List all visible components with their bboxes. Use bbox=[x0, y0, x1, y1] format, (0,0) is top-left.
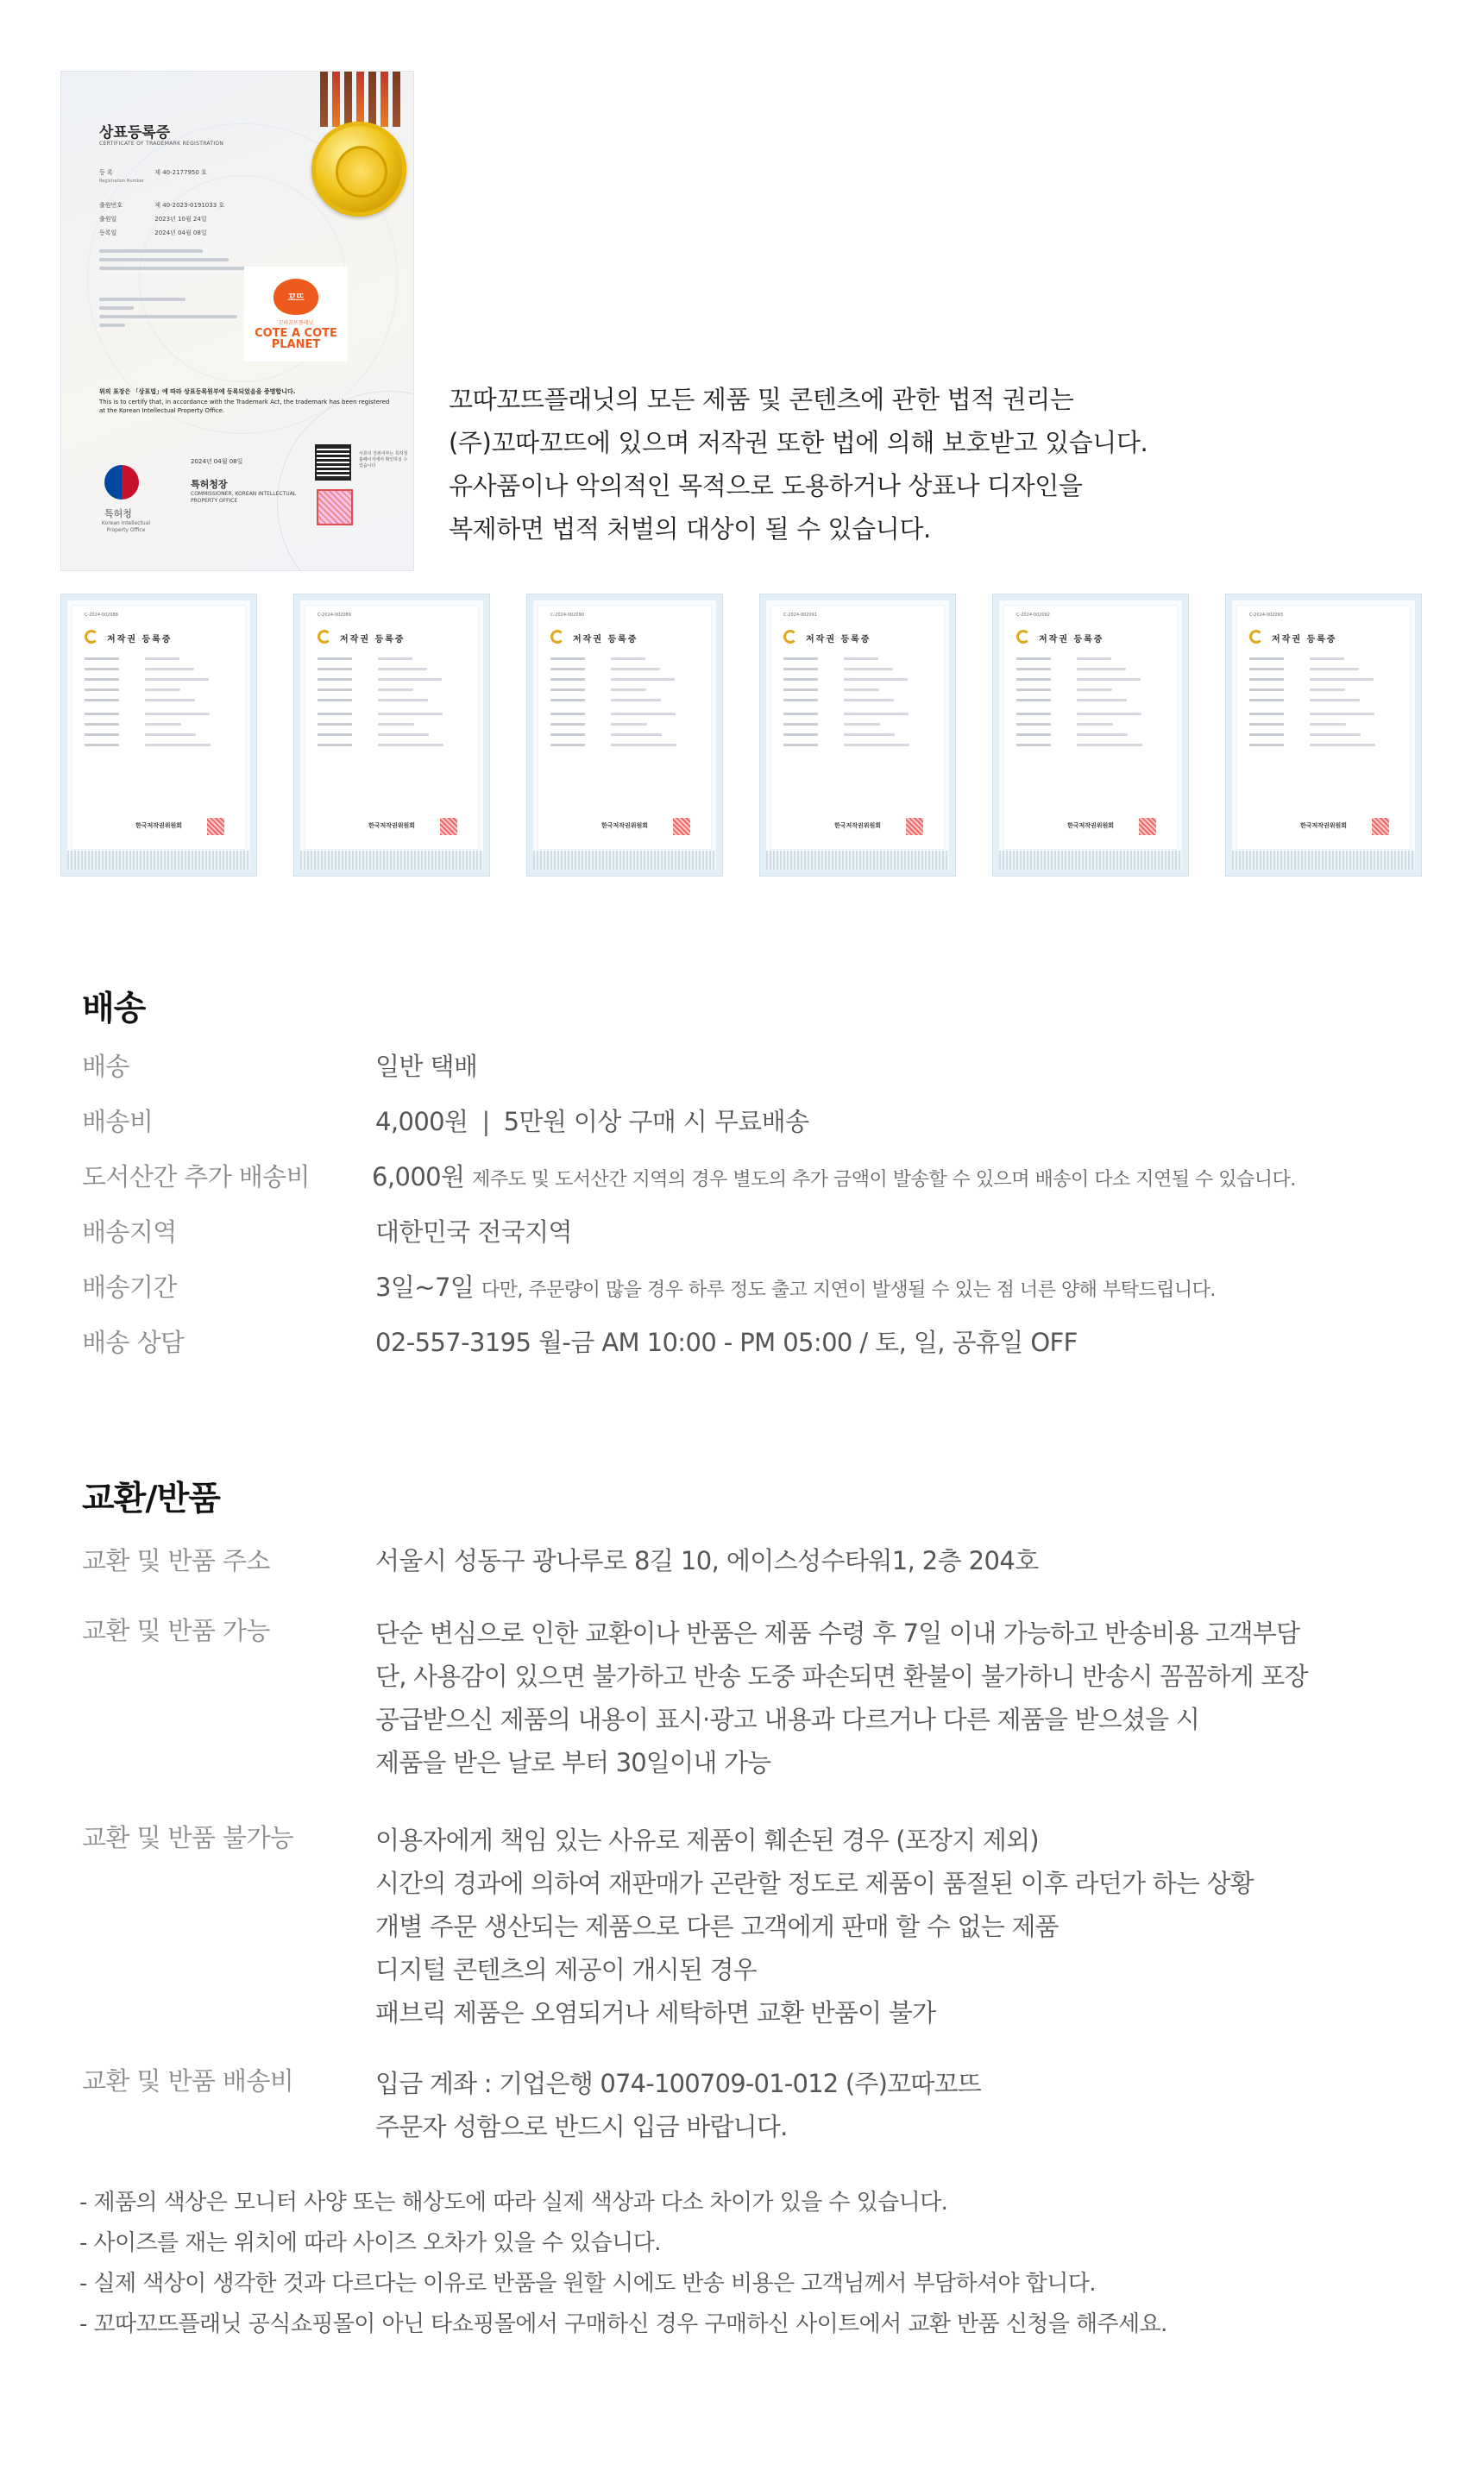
trademark-filed-row bbox=[99, 201, 224, 210]
exchange-possible-item: 단순 변심으로 인한 교환이나 반품은 제품 수령 후 7일 이내 가능하고 반송비용 고객부담 bbox=[375, 1619, 1300, 1648]
trademark-reg-date-row bbox=[99, 229, 207, 237]
blurred-text bbox=[378, 723, 414, 726]
blurred-text bbox=[99, 315, 237, 318]
copyright-logo-icon bbox=[783, 630, 797, 644]
official-stamp-icon bbox=[1139, 818, 1156, 835]
copyright-logo-icon bbox=[318, 630, 331, 644]
exchange-impossible-item: 패브릭 제품은 오염되거나 세탁하면 교환 반품이 불가 bbox=[375, 1998, 936, 2027]
blurred-text bbox=[1249, 723, 1284, 726]
blurred-text bbox=[844, 668, 893, 670]
copyright-certificate-title: 저작권 등록증 bbox=[1039, 635, 1104, 644]
copyright-certificate-number: C-2024-002089 bbox=[318, 613, 351, 618]
copyright-certificate-body bbox=[1236, 605, 1411, 850]
copyright-certificate-issuer: 한국저작권위원회 bbox=[1066, 822, 1115, 829]
trademark-filed-no: 제 40-2023-0191033 호 bbox=[154, 202, 225, 209]
ribbon-icon bbox=[344, 72, 352, 127]
blurred-text bbox=[611, 713, 676, 715]
blurred-text bbox=[1077, 744, 1142, 746]
blurred-text bbox=[1249, 678, 1284, 681]
blurred-text bbox=[611, 699, 661, 701]
blurred-text bbox=[550, 699, 585, 701]
blurred-text bbox=[844, 688, 879, 691]
blurred-text bbox=[378, 699, 428, 701]
trademark-title: 상표등록증 bbox=[99, 124, 171, 141]
exchange-fee-item: 주문자 성함으로 반드시 입금 바랍니다. bbox=[375, 2112, 788, 2141]
shipping-contact-value: 02-557-3195 월-금 AM 10:00 - PM 05:00 / 토, 일, 공휴일 OFF bbox=[375, 1328, 1078, 1357]
shipping-fee-amount: 4,000원 bbox=[375, 1107, 468, 1136]
trademark-statement bbox=[99, 387, 393, 415]
blurred-text bbox=[1310, 713, 1374, 715]
kipo-emblem-icon bbox=[104, 465, 139, 500]
shipping-period-value bbox=[375, 1268, 1216, 1304]
blurred-text bbox=[550, 657, 585, 660]
blurred-text bbox=[783, 744, 818, 746]
trademark-issue-date: 2024년 04월 08일 bbox=[191, 458, 243, 465]
copyright-certificate-issuer: 한국저작권위원회 bbox=[1299, 822, 1348, 829]
trademark-reg-date: 2024년 04월 08일 bbox=[154, 229, 207, 236]
blurred-text bbox=[550, 688, 585, 691]
blurred-text bbox=[1016, 657, 1051, 660]
blurred-text bbox=[318, 744, 352, 746]
blurred-text bbox=[1016, 733, 1051, 736]
blurred-text bbox=[1077, 657, 1111, 660]
shipping-section-title: 배송 bbox=[82, 990, 146, 1028]
blurred-text bbox=[1249, 668, 1284, 670]
blurred-text bbox=[99, 324, 125, 327]
blurred-text bbox=[611, 723, 647, 726]
ribbon-icon bbox=[380, 72, 388, 127]
legal-notice-line: 복제하면 법적 처벌의 대상이 될 수 있습니다. bbox=[449, 514, 931, 544]
blurred-text bbox=[145, 657, 179, 660]
blurred-text bbox=[318, 723, 352, 726]
blurred-text bbox=[85, 678, 119, 681]
blurred-text bbox=[318, 733, 352, 736]
copyright-certificate-number: C-2024-002093 bbox=[1249, 613, 1283, 618]
exchange-fee-list bbox=[375, 2062, 981, 2148]
blurred-text bbox=[145, 688, 180, 691]
legal-notice bbox=[449, 378, 1398, 550]
trademark-filed-label: 출원번호 bbox=[99, 202, 123, 209]
copyright-certificate bbox=[759, 594, 956, 877]
blurred-text bbox=[783, 733, 818, 736]
notice-list bbox=[79, 2183, 1167, 2345]
blurred-text bbox=[85, 668, 119, 670]
blurred-text bbox=[1016, 723, 1051, 726]
certificate-border-pattern bbox=[1232, 851, 1415, 870]
blurred-text bbox=[318, 699, 352, 701]
notice-item: - 실제 색상이 생각한 것과 다르다는 이유로 반품을 원할 시에도 반송 비용은 고객님께서 부담하셔야 합니다. bbox=[79, 2271, 1096, 2297]
blurred-text bbox=[1077, 668, 1126, 670]
copyright-certificate bbox=[60, 594, 257, 877]
blurred-text bbox=[611, 744, 676, 746]
copyright-certificate-row bbox=[60, 594, 1424, 877]
official-stamp-icon bbox=[1372, 818, 1389, 835]
copyright-logo-icon bbox=[550, 630, 564, 644]
blurred-text bbox=[1077, 723, 1113, 726]
blurred-text bbox=[145, 733, 196, 736]
official-stamp-icon bbox=[906, 818, 923, 835]
copyright-certificate bbox=[293, 594, 490, 877]
blurred-text bbox=[318, 678, 352, 681]
blurred-text bbox=[1310, 657, 1344, 660]
blurred-text bbox=[1249, 699, 1284, 701]
blurred-text bbox=[1016, 688, 1051, 691]
copyright-certificate-title: 저작권 등록증 bbox=[340, 635, 406, 644]
trademark-reg-label: 등 록 bbox=[99, 169, 113, 176]
copyright-certificate bbox=[1225, 594, 1422, 877]
blurred-text bbox=[1016, 713, 1051, 715]
remote-fee-note: 제주도 및 도서산간 지역의 경우 별도의 추가 금액이 발송할 수 있으며 배송이 다소 지연될 수 있습니다. bbox=[472, 1169, 1296, 1191]
blurred-text bbox=[783, 678, 818, 681]
shipping-area-value: 대한민국 전국지역 bbox=[375, 1217, 572, 1247]
blurred-text bbox=[550, 713, 585, 715]
shipping-method-label: 배송 bbox=[82, 1052, 129, 1081]
blurred-text bbox=[844, 723, 880, 726]
shipping-area-label: 배송지역 bbox=[82, 1217, 177, 1247]
copyright-certificate-number: C-2024-002092 bbox=[1016, 613, 1050, 618]
blurred-text bbox=[378, 744, 443, 746]
blurred-text bbox=[550, 723, 585, 726]
blurred-text bbox=[1310, 678, 1374, 681]
official-stamp-icon bbox=[673, 818, 690, 835]
blurred-text bbox=[99, 306, 134, 310]
official-stamp-icon bbox=[207, 818, 224, 835]
shipping-fee-separator: | bbox=[481, 1107, 490, 1136]
blurred-text bbox=[145, 699, 195, 701]
copyright-certificate bbox=[526, 594, 723, 877]
shipping-method-value: 일반 택배 bbox=[375, 1052, 478, 1081]
shipping-contact-label: 배송 상담 bbox=[82, 1328, 185, 1357]
blurred-text bbox=[1249, 657, 1284, 660]
blurred-text bbox=[844, 744, 909, 746]
trademark-reg-date-label: 등록일 bbox=[99, 229, 117, 236]
copyright-certificate-body bbox=[770, 605, 945, 850]
blurred-text bbox=[1310, 688, 1345, 691]
blurred-text bbox=[550, 668, 585, 670]
blurred-text bbox=[378, 733, 429, 736]
exchange-possible-item: 공급받으신 제품의 내용이 표시·광고 내용과 다르거나 다른 제품을 받으셨을 시 bbox=[375, 1705, 1200, 1734]
blurred-text bbox=[1077, 678, 1141, 681]
shipping-fee-free-condition: 5만원 이상 구매 시 무료배송 bbox=[503, 1107, 809, 1136]
notice-item: - 꼬따꼬뜨플래닛 공식쇼핑몰이 아닌 타쇼핑몰에서 구매하신 경우 구매하신 사이트에서 교환 반품 신청을 해주세요. bbox=[79, 2311, 1167, 2337]
ribbon-icon bbox=[393, 72, 400, 127]
ribbon-icon bbox=[320, 72, 328, 127]
copyright-logo-icon bbox=[1249, 630, 1263, 644]
blurred-text bbox=[844, 678, 908, 681]
trademark-filing-date-row bbox=[99, 215, 207, 223]
copyright-certificate-title: 저작권 등록증 bbox=[806, 635, 871, 644]
blurred-text bbox=[611, 733, 662, 736]
copyright-certificate-number: C-2024-002091 bbox=[783, 613, 817, 618]
blurred-text bbox=[85, 733, 119, 736]
shipping-period-label: 배송기간 bbox=[82, 1273, 177, 1302]
blurred-text bbox=[378, 688, 413, 691]
blurred-text bbox=[844, 713, 909, 715]
blurred-text bbox=[783, 723, 818, 726]
exchange-impossible-item: 이용자에게 책임 있는 사유로 제품이 훼손된 경우 (포장지 제외) bbox=[375, 1826, 1039, 1855]
certificate-border-pattern bbox=[67, 851, 250, 870]
copyright-certificate-number: C-2024-002088 bbox=[85, 613, 118, 618]
exchange-possible-label: 교환 및 반품 가능 bbox=[82, 1616, 270, 1645]
blurred-text bbox=[783, 668, 818, 670]
trademark-statement-korean: 위의 표장은 「상표법」에 따라 상표등록원부에 등록되었음을 증명합니다. bbox=[99, 388, 296, 395]
copyright-certificate-title: 저작권 등록증 bbox=[107, 635, 173, 644]
blurred-text bbox=[378, 668, 427, 670]
blurred-text bbox=[378, 713, 443, 715]
blurred-text bbox=[99, 267, 246, 270]
trademark-stamp-note: 서류의 진위여부는 특허청 홈페이지에서 확인하실 수 있습니다 bbox=[359, 451, 408, 468]
blurred-text bbox=[145, 723, 181, 726]
ribbon-icon bbox=[332, 72, 340, 127]
blurred-text bbox=[1016, 678, 1051, 681]
exchange-possible-list bbox=[375, 1612, 1308, 1784]
blurred-text bbox=[550, 733, 585, 736]
trademark-reg-no: 제 40-2177950 호 bbox=[154, 169, 207, 176]
blurred-text bbox=[1249, 713, 1284, 715]
brand-name-korean: 꼬따꼬뜨플래닛 bbox=[278, 319, 314, 326]
blurred-text bbox=[783, 713, 818, 715]
blurred-text bbox=[1077, 733, 1128, 736]
remote-fee-value bbox=[372, 1158, 1296, 1193]
kipo-name: 특허청 bbox=[104, 508, 132, 519]
certificate-border-pattern bbox=[766, 851, 949, 870]
exchange-impossible-item: 개별 주문 생산되는 제품으로 다른 고객에게 판매 할 수 없는 제품 bbox=[375, 1912, 1059, 1941]
blurred-text bbox=[1016, 699, 1051, 701]
blurred-text bbox=[99, 249, 203, 253]
blurred-text bbox=[1249, 688, 1284, 691]
exchange-impossible-item: 시간의 경과에 의하여 재판매가 곤란할 정도로 제품이 품절된 이후 라던가 하는 상황 bbox=[375, 1869, 1254, 1898]
copyright-logo-icon bbox=[85, 630, 98, 644]
blurred-text bbox=[1077, 688, 1112, 691]
copyright-certificate-issuer: 한국저작권위원회 bbox=[135, 822, 183, 829]
blurred-text bbox=[844, 657, 878, 660]
blurred-text bbox=[378, 657, 412, 660]
brand-mark-icon: 꼬뜨 bbox=[274, 279, 318, 315]
exchange-impossible-list bbox=[375, 1819, 1254, 2034]
blurred-text bbox=[145, 678, 209, 681]
blurred-text bbox=[145, 668, 194, 670]
remote-fee-label: 도서산간 추가 배송비 bbox=[82, 1162, 310, 1191]
exchange-possible-item: 제품을 받은 날로 부터 30일이내 가능 bbox=[375, 1748, 771, 1777]
trademark-issuer-english: COMMISSIONER, KOREAN INTELLECTUAL PROPERTY OFFICE bbox=[191, 491, 297, 504]
remote-fee-amount: 6,000원 bbox=[372, 1162, 465, 1191]
shipping-period-days: 3일~7일 bbox=[375, 1273, 475, 1302]
copyright-certificate-title: 저작권 등록증 bbox=[1272, 635, 1337, 644]
blurred-text bbox=[550, 678, 585, 681]
blurred-text bbox=[85, 744, 119, 746]
official-stamp-icon bbox=[317, 489, 353, 525]
exchange-fee-label: 교환 및 반품 배송비 bbox=[82, 2066, 294, 2096]
blurred-text bbox=[85, 688, 119, 691]
blurred-text bbox=[611, 688, 646, 691]
blurred-text bbox=[85, 657, 119, 660]
copyright-certificate-issuer: 한국저작권위원회 bbox=[833, 822, 882, 829]
legal-notice-line: 유사품이나 악의적인 목적으로 도용하거나 상표나 디자인을 bbox=[449, 471, 1083, 500]
blurred-text bbox=[611, 678, 675, 681]
blurred-text bbox=[611, 657, 645, 660]
blurred-text bbox=[85, 723, 119, 726]
blurred-text bbox=[844, 699, 894, 701]
notice-item: - 제품의 색상은 모니터 사양 또는 해상도에 따라 실제 색상과 다소 차이가 있을 수 있습니다. bbox=[79, 2190, 948, 2216]
legal-notice-line: 꼬따꼬뜨플래닛의 모든 제품 및 콘텐츠에 관한 법적 권리는 bbox=[449, 385, 1074, 414]
exchange-address-label: 교환 및 반품 주소 bbox=[82, 1546, 270, 1575]
official-stamp-icon bbox=[440, 818, 457, 835]
copyright-certificate-issuer: 한국저작권위원회 bbox=[368, 822, 416, 829]
blurred-text bbox=[378, 678, 442, 681]
copyright-certificate bbox=[992, 594, 1189, 877]
blurred-text bbox=[99, 258, 229, 261]
blurred-text bbox=[318, 688, 352, 691]
notice-item: - 사이즈를 재는 위치에 따라 사이즈 오차가 있을 수 있습니다. bbox=[79, 2230, 661, 2256]
legal-notice-line: (주)꼬따꼬뜨에 있으며 저작권 또한 법에 의해 보호받고 있습니다. bbox=[449, 428, 1148, 457]
exchange-impossible-label: 교환 및 반품 불가능 bbox=[82, 1823, 294, 1852]
gold-seal-icon bbox=[311, 122, 406, 217]
blurred-text bbox=[783, 699, 818, 701]
trademark-reg-row bbox=[99, 168, 207, 177]
trademark-filing-date: 2023년 10월 24일 bbox=[154, 216, 207, 223]
ribbon-icon bbox=[356, 72, 364, 127]
certificate-border-pattern bbox=[533, 851, 716, 870]
trademark-issuer: 특허청장 bbox=[191, 479, 228, 490]
exchange-address-value: 서울시 성동구 광나루로 8길 10, 에이스성수타워1, 2층 204호 bbox=[375, 1546, 1039, 1575]
brand-name-english: COTE A COTE PLANET bbox=[255, 326, 337, 351]
exchange-fee-item: 입금 계좌 : 기업은행 074-100709-01-012 (주)꼬따꼬뜨 bbox=[375, 2069, 981, 2098]
blurred-text bbox=[1016, 744, 1051, 746]
certificate-border-pattern bbox=[999, 851, 1182, 870]
shipping-fee-label: 배송비 bbox=[82, 1107, 154, 1136]
blurred-text bbox=[1077, 699, 1127, 701]
trademark-subtitle: CERTIFICATE OF TRADEMARK REGISTRATION bbox=[99, 141, 224, 147]
blurred-text bbox=[844, 733, 895, 736]
blurred-text bbox=[1016, 668, 1051, 670]
qr-code-icon bbox=[317, 446, 349, 479]
blurred-text bbox=[1249, 744, 1284, 746]
blurred-text bbox=[145, 713, 210, 715]
kipo-name-english: Korean Intellectual Property Office bbox=[101, 520, 151, 533]
blurred-text bbox=[1310, 723, 1346, 726]
copyright-logo-icon bbox=[1016, 630, 1030, 644]
blurred-text bbox=[1249, 733, 1284, 736]
blurred-text bbox=[318, 668, 352, 670]
blurred-text bbox=[1310, 699, 1360, 701]
blurred-text bbox=[99, 298, 186, 301]
shipping-period-note: 다만, 주문량이 많을 경우 하루 정도 출고 지연이 발생될 수 있는 점 너른 양해 부탁드립니다. bbox=[481, 1279, 1216, 1301]
blurred-text bbox=[1310, 733, 1361, 736]
copyright-certificate-body bbox=[72, 605, 246, 850]
blurred-text bbox=[1310, 744, 1375, 746]
copyright-certificate-title: 저작권 등록증 bbox=[573, 635, 638, 644]
trademark-reg-label-en: Registration Number bbox=[99, 179, 144, 184]
blurred-text bbox=[783, 688, 818, 691]
blurred-text bbox=[783, 657, 818, 660]
blurred-text bbox=[145, 744, 211, 746]
trademark-filing-date-label: 출원일 bbox=[99, 216, 117, 223]
blurred-text bbox=[1077, 713, 1141, 715]
certificate-border-pattern bbox=[300, 851, 483, 870]
copyright-certificate-issuer: 한국저작권위원회 bbox=[601, 822, 649, 829]
copyright-certificate-body bbox=[1003, 605, 1178, 850]
exchange-possible-item: 단, 사용감이 있으면 불가하고 반송 도중 파손되면 환불이 불가하니 반송시 꼼꼼하게 포장 bbox=[375, 1662, 1308, 1691]
copyright-certificate-number: C-2024-002090 bbox=[550, 613, 584, 618]
exchange-impossible-item: 디지털 콘텐츠의 제공이 개시된 경우 bbox=[375, 1955, 757, 1984]
trademark-statement-english: This is to certify that, in accordance with the Trademark Act, the trademark has been registered at the Korean Intellectual Property Office. bbox=[99, 399, 390, 414]
ribbon-icon bbox=[368, 72, 376, 127]
blurred-text bbox=[85, 713, 119, 715]
blurred-text bbox=[318, 713, 352, 715]
brand-logo bbox=[244, 267, 348, 361]
blurred-text bbox=[318, 657, 352, 660]
blurred-text bbox=[85, 699, 119, 701]
trademark-certificate bbox=[60, 71, 414, 571]
copyright-certificate-body bbox=[305, 605, 479, 850]
blurred-text bbox=[550, 744, 585, 746]
copyright-certificate-body bbox=[538, 605, 712, 850]
exchange-section-title: 교환/반품 bbox=[82, 1480, 220, 1518]
shipping-fee-value bbox=[375, 1103, 809, 1138]
blurred-text bbox=[611, 668, 660, 670]
blurred-text bbox=[1310, 668, 1359, 670]
